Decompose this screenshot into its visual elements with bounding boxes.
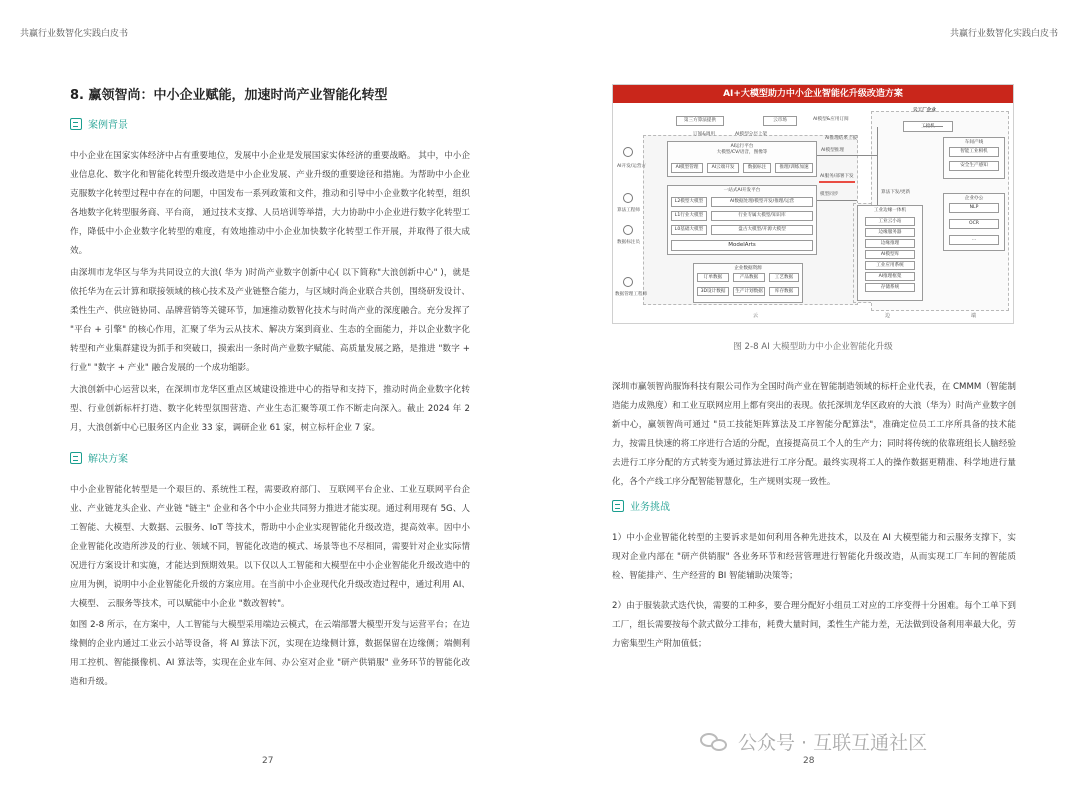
flow-line [877,127,878,205]
edge-item-6: 存储系统 [865,283,915,292]
background-heading-label: 案例背景 [88,120,128,131]
llm-l2-label: L2模型大模型 [671,197,707,207]
actor-ai-operator: AI开发/运营方 [617,164,647,169]
page-number-left: 27 [262,756,274,766]
user-icon [623,193,633,203]
one-stop-title: 一站式AI开发平台 [723,188,761,193]
section-title: 8. 赢领智尚：中小企业赋能，加速时尚产业智能化转型 [70,88,388,103]
workshop-group [943,137,1005,179]
data-item-order: 订单数据 [697,273,729,282]
challenge-heading [612,498,670,513]
solution-heading-label: 解决方案 [88,454,128,465]
data-item-process: 工艺数据 [769,273,799,282]
edge-title: 工业边缘一体机 [873,208,907,213]
diagram-title: AI+大模型助力中小企业智能化升级改造方案 [613,85,1013,103]
edge-item-2: 边缘推理 [865,239,915,248]
edge-item-0: 工业云小站 [865,217,915,226]
challenge-item-2: 2）由于服装款式迭代快，需要的工种多，要合理分配好小组员工对应的工序变得十分困难。每个工单下到工厂，组长需要按每个款式做分工排布，耗费大量时间，柔性生产能力差，无法做到设备利用率最大化，劳力密集型生产附加值低； [612,601,1016,649]
house-icon [70,118,82,130]
cloud-market-box: 云市场 [763,116,797,126]
background-paragraph-1: 中小企业在国家实体经济中占有重要地位，发展中小企业是发展国家实体经济的重要战略。 其中，中小企业信息化、数字化和智能化转型升级改造是中小企业发展、产业升级的重要途径和措施。为帮助中小企业克服数字化转型过程中存在的问题，中国发布一系列政策和文件，推动和引导中小企业数字化转型，组织各地数字化转型服务商、平台商， 通过技术支撑、人员培训等举措，大力协助中小企业进行数字化转型工作，降低中小企业数字化转型的难度，有效地推动中小企业加快数字化转型工作开展，并取得了很大成效。 [70,151,470,256]
label-ai-app-subscribe: AI模型&应用订阅 [813,117,849,122]
gear-icon [612,500,624,512]
edge-item-3: AI模型库 [865,250,915,259]
user-icon [623,225,633,235]
modelarts-box: ModelArts [671,240,813,251]
watermark-text: 公众号 · 互联互通社区 [738,732,928,754]
red-arrow [819,181,855,183]
edge-item-4: 工业应用系统 [865,261,915,270]
third-party-algorithm-box: 第三方算法提供 [676,116,724,126]
actor-data-engineer: 数据管理工程师 [615,292,648,297]
label-ai-model-shelf: AI模型分层上架 [735,132,768,137]
factory-title: 云工厂企业 [913,108,936,113]
workshop-item-safety: 安全生产感知 [949,161,999,171]
solution-paragraph-1: 中小企业智能化转型是一个艰巨的、系统性工程，需要政府部门、 互联网平台企业、工业互联网平台企业、产业链龙头企业、产业链 "链主" 企业和各个中小企业共同努力推进才能实现。通过利用现有 5G、人工智能、大模型、大数据、云服务、IoT 等技术，帮助中小企业实现智能化升级改造，提高效率。因中小企业智能化改造所涉及的行业、领域不同，智能化改造的模式、场景等也不尽相同，需要针对企业实际情况进行方案设计和实施，才能达到预期效果。以下仅以人工智能和大模型在中小企业智能化升级改造中的应用为例，说明中小企业智能化升级的方案应用。在当前中小企业现代化升级改造过程中，通过利用 AI、大模型、 云服务等技术，可以赋能中小企业 "数改智转"。 [70,485,470,609]
llm-l0-desc: 盘古大模型/开源大模型 [711,225,813,235]
challenge-heading-label: 业务挑战 [630,502,670,513]
office-item-nlp: NLP [949,203,999,213]
running-head-left: 共赢行业数智化实践白皮书 [20,29,129,39]
ai-platform-title: AI运行平台 [730,144,754,149]
data-item-plan: 生产计划数据 [733,287,765,296]
solution-heading [70,450,128,465]
label-device: 端 [971,313,977,319]
background-heading [70,116,128,131]
flow-label-4: 算法下发/更新 [881,190,911,195]
company-intro-paragraph: 深圳市赢领智尚服饰科技有限公司作为全国时尚产业在智能制造领域的标杆企业代表，在 CMMM（智能制造能力成熟度）和工业互联网应用上都有突出的表现。依托深圳龙华区政府的大浪（华为）时尚产业数字创新中心，赢领智尚可通过 "员工技能矩阵算法及工序智能分配算法"，准确定位员工工序所具备的技术能力，按需且快速的将工序进行合适的分配，直接提高员工个人的生产力；同时将传统的依靠班组长人脑经验去进行工序分配的方式转变为通过算法进行工序分配。最终实现将工人的操作数据更精准、科学地进行量化，各个产线工序分配智能智慧化，生产规则实现一致性。 [612,382,1016,487]
user-icon [623,277,633,287]
document-icon [70,452,82,464]
user-icon [623,147,633,157]
llm-l1-label: L1行业大模型 [671,211,707,221]
data-item-product: 产品数据 [733,273,765,282]
label-subscribe: 订阅&调用 [693,132,715,137]
page-number-right: 28 [803,756,815,766]
llm-l2-desc: AI数据处理/模型开发/推理/运营 [711,197,813,207]
edge-item-1: 边缘服务器 [865,228,915,237]
architecture-diagram [612,84,1014,324]
edge-item-5: AI推理框架 [865,272,915,281]
label-edge: 边 [885,313,891,319]
running-head-right: 共赢行业数智化实践白皮书 [949,29,1058,39]
wechat-icon [700,731,730,753]
background-paragraph-3: 大浪创新中心运营以来，在深圳市龙华区重点区域建设推进中心的指导和支持下，推动时尚企业数字化转型、行业创新标杆打造、数字化转型氛围营造、产业生态汇聚等项工作不断走向深入。截止 2024 年 2 月，大浪创新中心已服务区内企业 33 家，调研企业 61 家，树立标杆企业 7 家。 [70,385,470,433]
challenge-item-1: 1）中小企业智能化转型的主要诉求是如何利用各种先进技术，以及在 AI 大模型能力和云服务支撑下，实现对企业内部在 "研产供销服" 各业务环节和经营管理进行智能化升级改造，从而实现工厂车间的智能质检、智能排产、生产经营的 BI 智能辅助决策等； [612,533,1016,581]
enterprise-data-title: 企业数据资源 [734,266,762,271]
data-item-3d: 3D设计数据 [697,287,729,296]
data-item-inventory: 库存数据 [769,287,799,296]
workshop-title: 车间产线 [964,140,984,145]
office-item-ocr: OCR [949,219,999,229]
inference-accel-box: 推理/训练加速 [775,163,813,173]
actor-labeler: 数据标注员 [617,240,640,245]
background-paragraph-2: 由深圳市龙华区与华为共同设立的大浪( 华为 )时尚产业数字创新中心( 以下简称"大浪创新中心" )，就是依托华为在云计算和联接领域的核心技术及产业链整合能力，与区域时尚企业联合共创，围绕研发设计、柔性生产、供应链协同、品牌营销等关键环节，加速推动数智化技术与时尚产业的深度融合。充分发挥了 "平台 + 引擎" 的核心作用，汇聚了华为云从技术、解决方案到商业、生态的全面能力，并以企业数字化转型和产业集群建设为抓手和突破口，摸索出一条时尚产业数字赋能、高质量发展之路，是推进 "数字 + 行业" "数字 + 产业" 融合发展的一个成功缩影。 [70,268,470,373]
wechat-watermark [700,728,927,755]
workshop-item-camera: 智能工业相机 [949,147,999,157]
flow-label-2: 模型同步 [820,192,839,197]
ai-platform-sub: 大模型/CV/语音，图像等 [716,149,768,155]
flow-label-1: AI服务/部署下发 [820,174,854,179]
ai-model-mgmt-box: AI模型管理 [671,163,703,173]
figure-caption: 图 2-8 AI 大模型助力中小企业智能化升级 [733,342,893,352]
ai-cloud-dev-box: AI云端开发 [707,163,739,173]
label-cloud: 云 [753,313,759,319]
solution-paragraph-2: 如图 2-8 所示，在方案中，人工智能与大模型采用端边云模式，在云端部署大模型开发与运营平台；在边缘侧的企业内通过工业云小站等设备，将 AI 算法下沉，实现在边缘侧计算，数据保留在边缘侧；端侧利用工控机、智能摄像机、AI 算法等，实现在企业车间、办公室对企业 "研产供销服" 业务环节的智能化改造和升级。 [70,620,470,687]
actor-algo-engineer: 算法工程师 [617,208,640,213]
flow-line [817,200,857,201]
llm-l0-label: L0基础大模型 [671,225,707,235]
llm-l1-desc: 行业专属大模型/知识库 [711,211,813,221]
enterprise-data-box [693,263,803,303]
flow-line [817,155,877,156]
office-title: 企业办公 [964,196,984,201]
flow-label-0: AI模型推理 [821,148,844,153]
data-labeling-box: 数据标注 [743,163,771,173]
office-item-more: ... [949,235,999,245]
flow-label-3: AI推理结果上报 [825,136,858,141]
flow-line [923,126,943,127]
